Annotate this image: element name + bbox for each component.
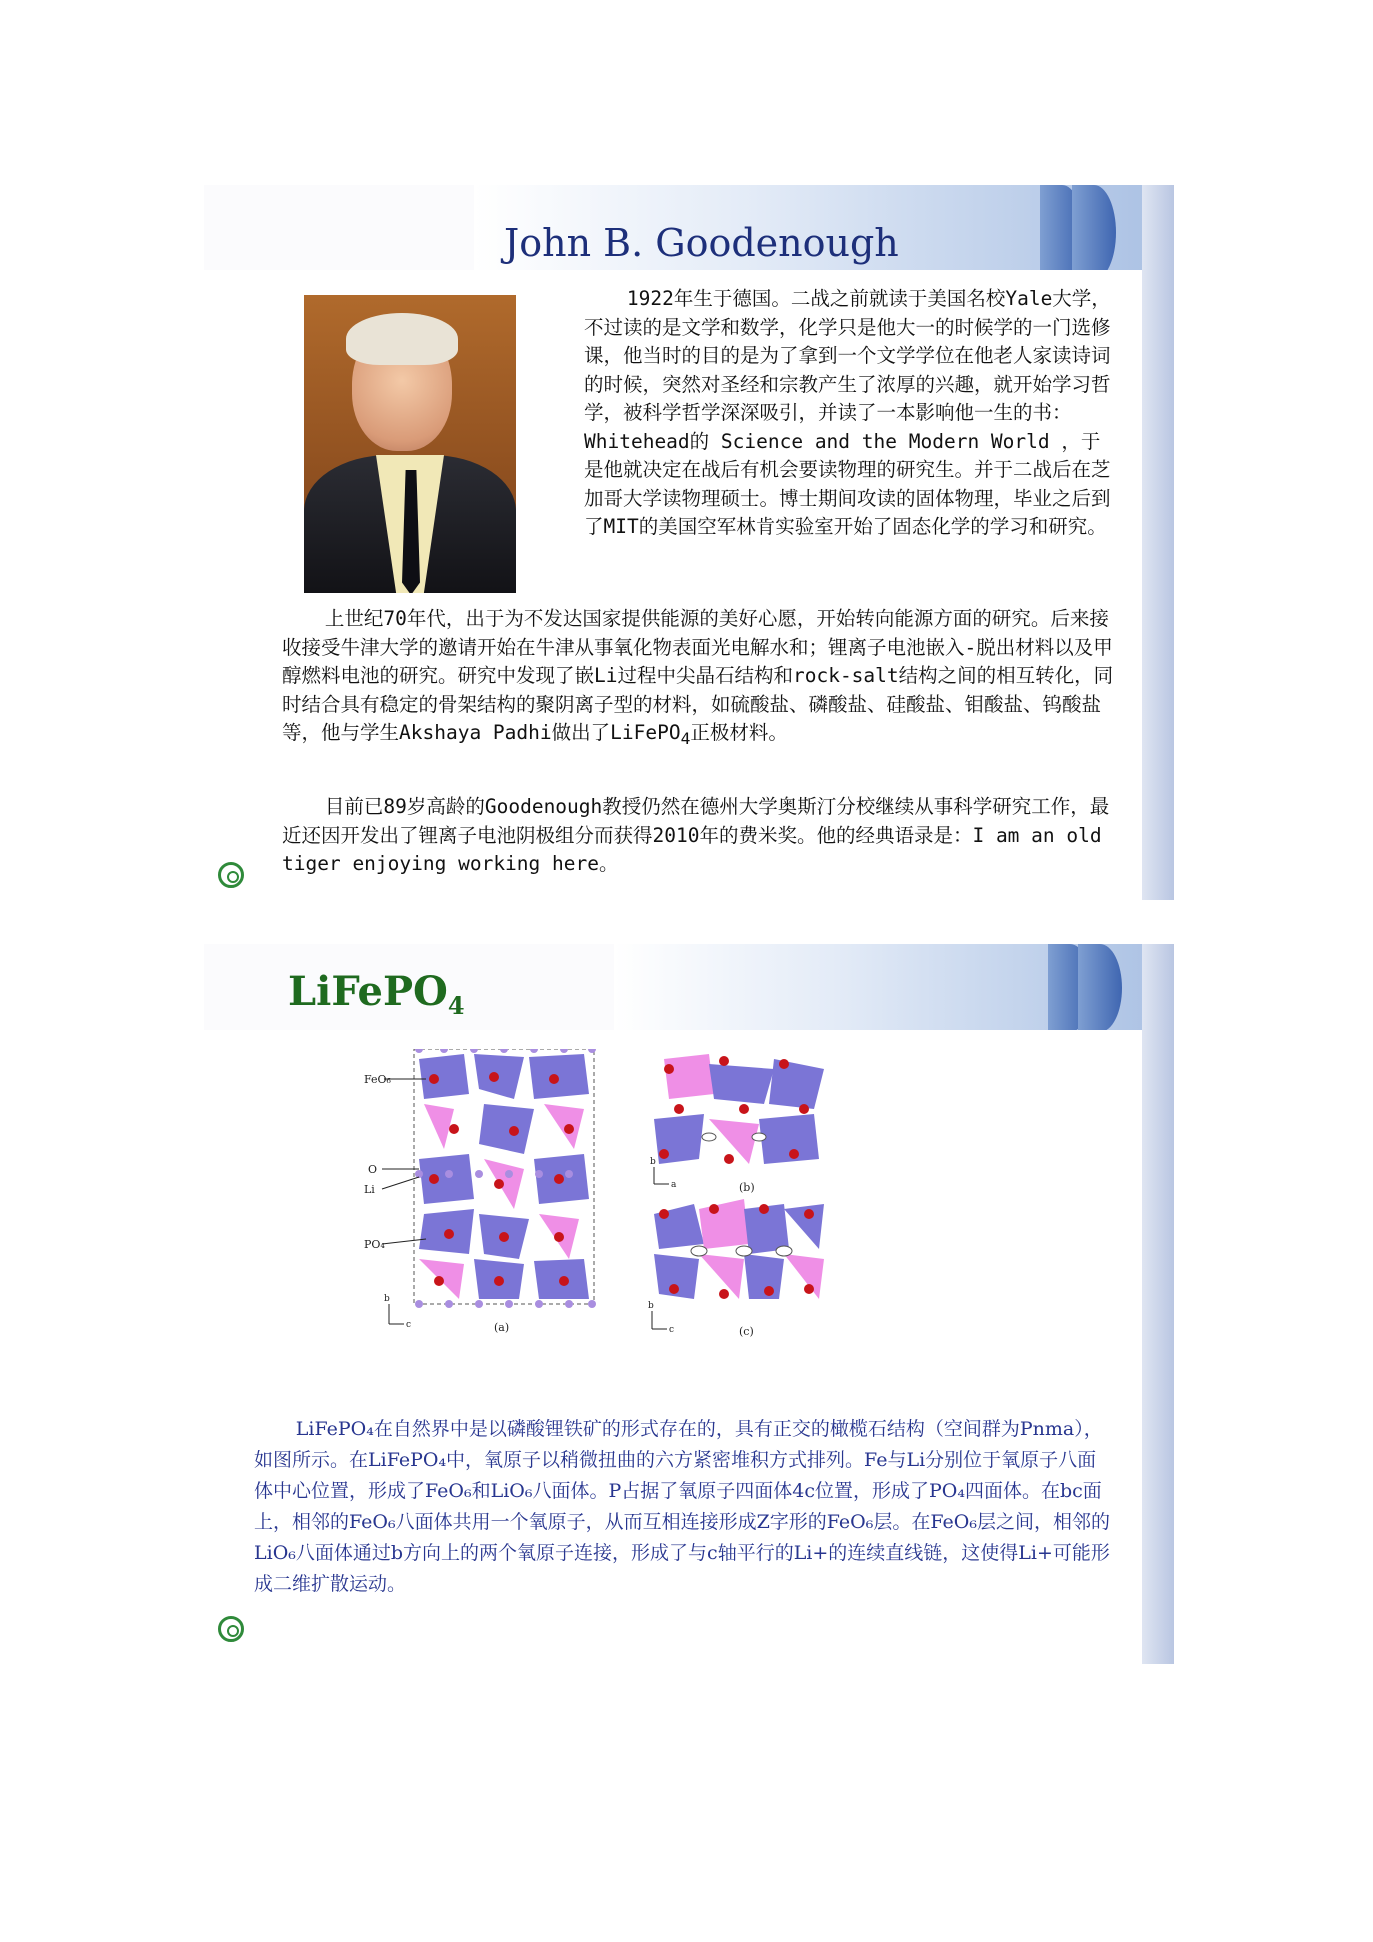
- panel-label-a: (a): [494, 1321, 510, 1334]
- slide-title: LiFePO$_4$: [288, 968, 465, 1020]
- label-feo6: FeO₆: [364, 1073, 391, 1086]
- panel-label-b: (b): [739, 1181, 755, 1194]
- crystal-structure-figure: [364, 1049, 964, 1349]
- structure-panel-c: [648, 1199, 824, 1338]
- goodenough-portrait: [304, 295, 516, 593]
- axis-label-a: a: [671, 1180, 677, 1190]
- axis-label-b: b: [648, 1301, 654, 1311]
- slide-lifepo4: [204, 944, 1174, 1664]
- axis-label-c: c: [406, 1320, 412, 1330]
- chevron-decoration: [1072, 185, 1116, 280]
- label-o: O: [368, 1163, 378, 1176]
- recent-work-paragraph: 目前已89岁高龄的Goodenough教授仍然在德州大学奥斯汀分校继续从事科学研究工作，最近还因开发出了锂离子电池阴极组分而获得2010年的费米奖。他的经典语录是：I am an old tiger enjoying working here。: [282, 795, 1110, 875]
- slide-goodenough: [204, 185, 1174, 900]
- lifepo4-description: LiFePO₄在自然界中是以磷酸锂铁矿的形式存在的，具有正交的橄榄石结构（空间群为Pnma），如图所示。在LiFePO₄中，氧原子以稍微扭曲的六方紧密堆积方式排列。Fe与Li分别位于氧原子八面体中心位置，形成了FeO₆和LiO₆八面体。P占据了氧原子四面体4c位置，形成了PO₄四面体。在bc面上，相邻的FeO₆八面体共用一个氧原子，从而互相连接形成Z字形的FeO₆层。在FeO₆层之间，相邻的LiO₆八面体通过b方向上的两个氧原子连接，形成了与c轴平行的Li+的连续直线链，这使得Li+可能形成二维扩散运动。: [254, 1418, 1110, 1595]
- structure-panel-b: [650, 1054, 824, 1194]
- research-paragraph: 上世纪70年代，出于为不发达国家提供能源的美好心愿，开始转向能源方面的研究。后来接收接受牛津大学的邀请开始在牛津从事氧化物表面光电解水和；锂离子电池嵌入-脱出材料以及甲醇燃料电池的研究。研究中发现了嵌Li过程中尖晶石结构和rock-salt结构之间的相互转化，同时结合具有稳定的骨架结构的聚阴离子型的材料，如硫酸盐、磷酸盐、硅酸盐、钼酸盐、钨酸盐等，他与学生Akshaya Padhi做出了LiFePO$_4$正极材料。: [282, 607, 1114, 748]
- label-li: Li: [364, 1183, 375, 1196]
- structure-panel-a: [364, 1049, 596, 1334]
- slide-title: John B. Goodenough: [504, 221, 899, 265]
- axis-label-b: b: [384, 1294, 390, 1304]
- label-po4: PO₄: [364, 1238, 385, 1251]
- chevron-decoration: [1078, 944, 1122, 1032]
- axis-label-b: b: [650, 1157, 656, 1167]
- institution-logo-icon: [218, 862, 244, 888]
- institution-logo-icon: [218, 1616, 244, 1642]
- axis-label-c: c: [669, 1325, 675, 1335]
- side-rail: [1142, 185, 1174, 900]
- biography-text: 1922年生于德国。二战之前就读于美国名校Yale大学，不过读的是文学和数学，化学只是他大一的时候学的一门选修课，他当时的目的是为了拿到一个文学学位在他老人家读诗词的时候，突然对圣经和宗教产生了浓厚的兴趣，就开始学习哲学，被科学哲学深深吸引，并读了一本影响他一生的书：Whitehead的 Science and the Modern World ，于是他就决定在战后有机会要读物理的研究生。并于二战后在芝加哥大学读物理硕士。博士期间攻读的固体物理，毕业之后到了MIT的美国空军林肯实验室开始了固态化学的学习和研究。: [584, 287, 1111, 538]
- panel-label-c: (c): [739, 1325, 754, 1338]
- side-rail: [1142, 944, 1174, 1664]
